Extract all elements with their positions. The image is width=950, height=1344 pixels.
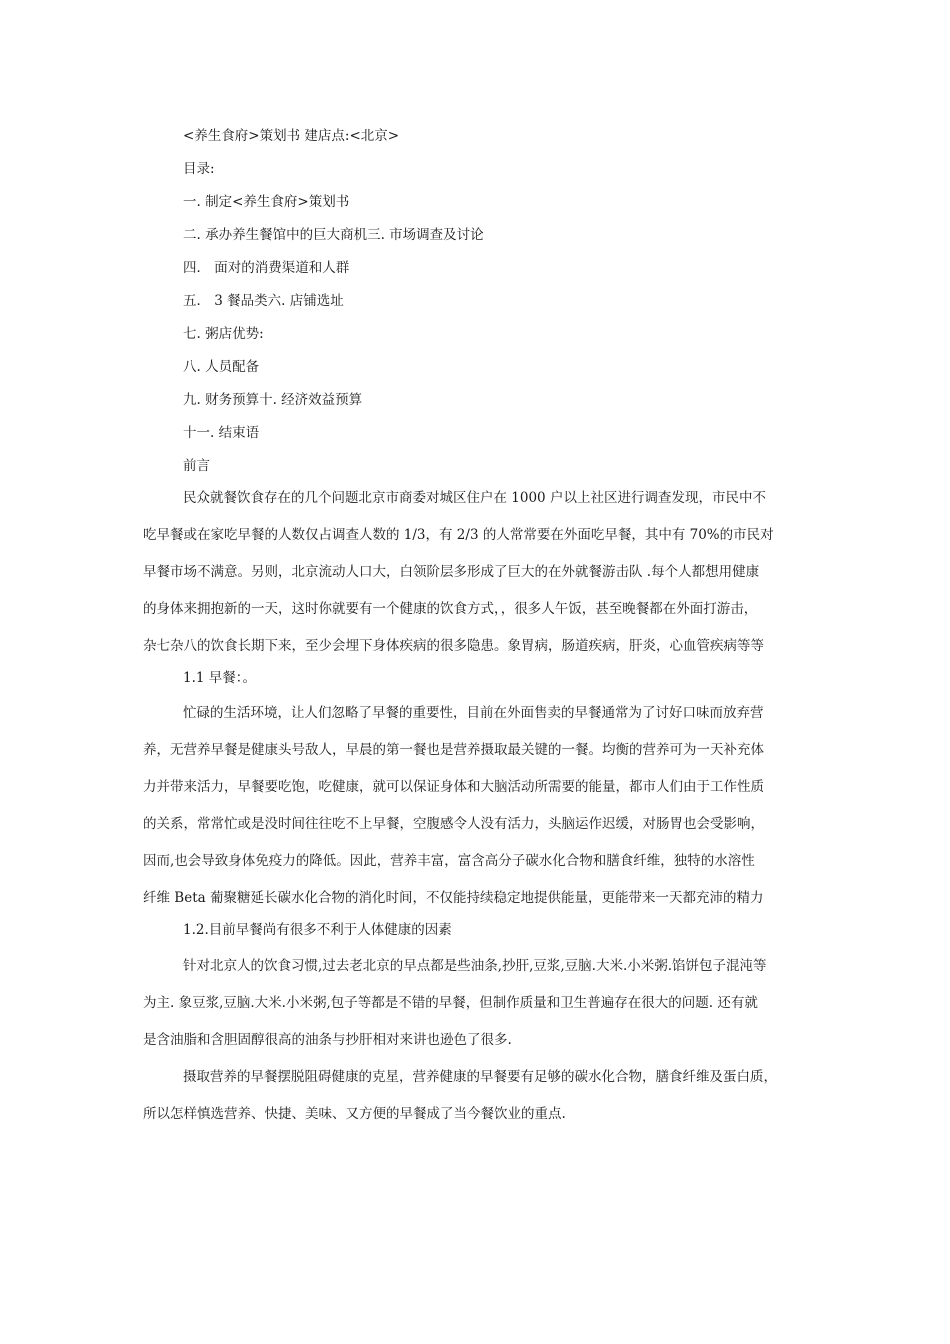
- toc-heading: 目录:: [183, 161, 215, 177]
- toc-item: 九. 财务预算十. 经济效益预算: [183, 392, 363, 408]
- paragraph-line: 为主. 象豆浆,豆脑.大米.小米粥,包子等都是不错的早餐，但制作质量和卫生普遍存在很大的问题. 还有就: [143, 995, 758, 1011]
- toc-item: 八. 人员配备: [183, 359, 260, 375]
- section-heading: 1.1 早餐：。: [183, 670, 257, 686]
- paragraph-line: 是含油脂和含胆固醇很高的油条与抄肝相对来讲也逊色了很多.: [143, 1032, 512, 1048]
- paragraph-line: 早餐市场不满意。另则，北京流动人口大，白领阶层多形成了巨大的在外就餐游击队 .每个人都想用健康: [143, 564, 760, 580]
- toc-item: 五． 3 餐品类六. 店铺选址: [183, 293, 344, 309]
- paragraph-line: 养，无营养早餐是健康头号敌人，早晨的第一餐也是营养摄取最关键的一餐。均衡的营养可为一天补充体: [143, 742, 764, 758]
- toc-item: 十一. 结束语: [183, 425, 260, 441]
- toc-item: 一. 制定<养生食府>策划书: [183, 194, 350, 210]
- toc-item: 二. 承办养生餐馆中的巨大商机三. 市场调查及讨论: [183, 227, 484, 243]
- paragraph-line: 力并带来活力，早餐要吃饱，吃健康，就可以保证身体和大脑活动所需要的能量，都市人们由于工作性质: [143, 779, 764, 795]
- preface-heading: 前言: [183, 458, 210, 474]
- paragraph-line: 因而,也会导致身体免疫力的降低。因此，营养丰富，富含高分子碳水化合物和膳食纤维，独特的水溶性: [143, 853, 755, 869]
- document-title-line: <养生食府>策划书 建店点:<北京>: [183, 128, 400, 144]
- toc-item: 七. 粥店优势:: [183, 326, 264, 342]
- paragraph-line: 杂七杂八的饮食长期下来，至少会埋下身体疾病的很多隐患。象胃病，肠道疾病，肝炎，心血管疾病等等: [143, 638, 764, 654]
- paragraph-line: 吃早餐或在家吃早餐的人数仅占调查人数的 1/3，有 2/3 的人常常要在外面吃早餐，其中有 70%的市民对: [143, 527, 774, 543]
- paragraph-line: 的身体来拥抱新的一天，这时你就要有一个健康的饮食方式，，很多人午饭，甚至晚餐都在外面打游击，: [143, 601, 758, 617]
- paragraph-line: 摄取营养的早餐摆脱阻碍健康的克星，营养健康的早餐要有足够的碳水化合物，膳食纤维及蛋白质，: [183, 1069, 777, 1085]
- paragraph-line: 所以怎样慎选营养、快捷、美味、又方便的早餐成了当今餐饮业的重点.: [143, 1106, 566, 1122]
- toc-item: 四． 面对的消费渠道和人群: [183, 260, 350, 276]
- paragraph-line: 民众就餐饮食存在的几个问题北京市商委对城区住户在 1000 户以上社区进行调查发现，市民中不: [183, 490, 766, 506]
- paragraph-line: 忙碌的生活环境，让人们忽略了早餐的重要性，目前在外面售卖的早餐通常为了讨好口味而放弃营: [183, 705, 764, 721]
- section-heading: 1.2.目前早餐尚有很多不利于人体健康的因素: [183, 922, 452, 938]
- paragraph-line: 针对北京人的饮食习惯,过去老北京的早点都是些油条,抄肝,豆浆,豆脑.大米.小米粥.馅饼包子混沌等: [183, 958, 767, 974]
- paragraph-line: 纤维 Beta 葡聚糖延长碳水化合物的消化时间，不仅能持续稳定地提供能量，更能带来一天都充沛的精力: [143, 890, 764, 906]
- paragraph-line: 的关系，常常忙或是没时间往往吃不上早餐，空腹感令人没有活力，头脑运作迟缓，对肠胃也会受影响，: [143, 816, 764, 832]
